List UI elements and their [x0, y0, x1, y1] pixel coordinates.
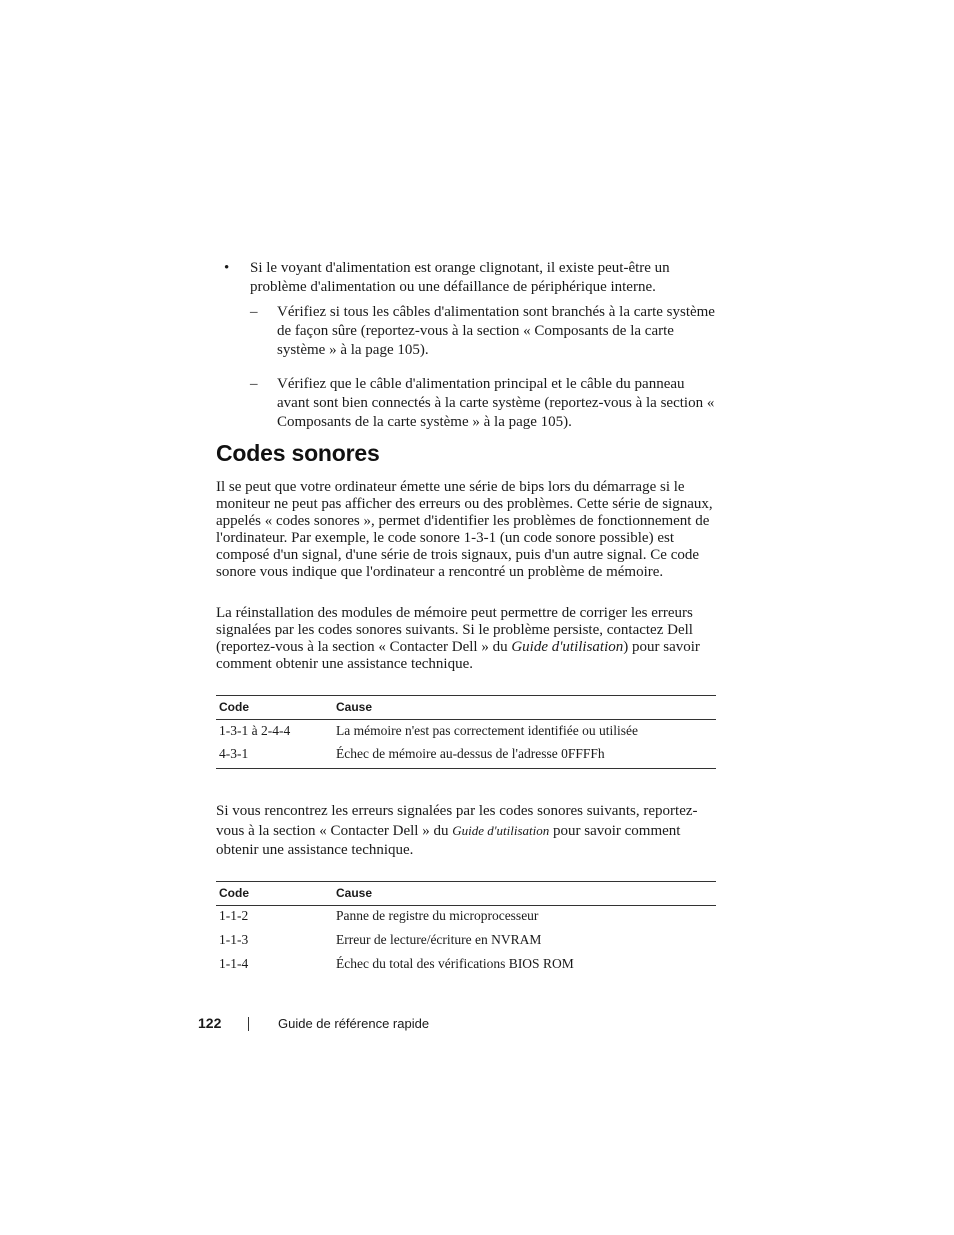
guide-reference: Guide d'utilisation — [452, 823, 550, 838]
column-header-code: Code — [216, 882, 333, 906]
cause-cell: La mémoire n'est pas correctement identifiée ou utilisée — [336, 723, 638, 738]
footer-separator — [248, 1017, 249, 1031]
memory-text-start: La réinstallation des modules de mémoire peut permettre de corriger les erreurs signalées par les codes sonores suivants. Si le problème persiste, contactez Dell (reportez-vous à la section « Contacter Dell » du — [216, 605, 693, 655]
table-header-row — [216, 696, 716, 720]
page-number: 122 — [198, 1015, 222, 1031]
memory-text-end: ) pour savoir comment obtenir une assistance technique. — [216, 639, 700, 672]
table-header-row — [216, 882, 716, 906]
troubleshooting-bullets — [220, 259, 720, 447]
sub-bullet-item — [220, 303, 720, 360]
dash-glyph: – — [250, 304, 258, 320]
sub-bullet-text: Vérifiez si tous les câbles d'alimentation sont branchés à la carte système de façon sûre (reportez-vous à la section « Composants de la carte système » à la page 105). — [277, 304, 715, 358]
code-cell: 1-1-3 — [219, 932, 249, 947]
bullet-text: Si le voyant d'alimentation est orange clignotant, il existe peut-être un problème d'alimentation ou une défaillance de périphérique interne. — [250, 260, 670, 295]
table-row — [216, 906, 716, 931]
table-row — [216, 745, 716, 769]
code-cell: 1-1-4 — [219, 956, 249, 971]
other-codes-paragraph — [216, 802, 716, 860]
other-beep-codes-table — [216, 881, 716, 978]
column-header-cause: Cause — [333, 882, 716, 906]
code-cell: 1-1-2 — [219, 908, 249, 923]
bullet-glyph: • — [224, 260, 230, 276]
guide-title: Guide de référence rapide — [278, 1016, 430, 1031]
memory-paragraph — [216, 605, 716, 673]
cause-cell: Panne de registre du microprocesseur — [336, 908, 539, 923]
column-header-cause: Cause — [333, 696, 716, 720]
code-cell: 4-3-1 — [219, 746, 249, 761]
table-row — [216, 954, 716, 978]
intro-paragraph: Il se peut que votre ordinateur émette une série de bips lors du démarrage si le moniteur ne peut pas afficher des erreurs ou des problèmes. Cette série de signaux, appelés « codes sonores », permet d'identifier les problèmes de fonctionnement de l'ordinateur. Par exemple, le code sonore 1-3-1 (un code sonore possible) est composé d'un signal, d'une série de trois signaux, puis d'un autre signal. Ce code sonore vous indique que l'ordinateur a rencontré un problème de mémoire. — [216, 479, 713, 580]
column-header-code: Code — [216, 696, 333, 720]
table-row — [216, 930, 716, 954]
code-cell: 1-3-1 à 2-4-4 — [219, 723, 291, 738]
other-text-end: pour savoir comment obtenir une assistance technique. — [216, 823, 681, 858]
sub-bullet-item — [220, 375, 720, 432]
dash-glyph: – — [250, 376, 258, 392]
memory-beep-codes-table — [216, 695, 716, 769]
table-row — [216, 720, 716, 746]
cause-cell: Échec du total des vérifications BIOS ROM — [336, 956, 574, 971]
other-text-start: Si vous rencontrez les erreurs signalées par les codes sonores suivants, reportez-vous à la section « Contacter Dell » du — [216, 803, 698, 839]
cause-cell: Échec de mémoire au-dessus de l'adresse 0FFFFh — [336, 746, 605, 761]
guide-reference: Guide d'utilisation — [511, 639, 624, 655]
bullet-item — [220, 259, 720, 297]
sub-bullet-text: Vérifiez que le câble d'alimentation principal et le câble du panneau avant sont bien connectés à la carte système (reportez-vous à la section « Composants de la carte système » à la page 105). — [277, 376, 715, 430]
cause-cell: Erreur de lecture/écriture en NVRAM — [336, 932, 542, 947]
section-title: Codes sonores — [216, 440, 380, 466]
